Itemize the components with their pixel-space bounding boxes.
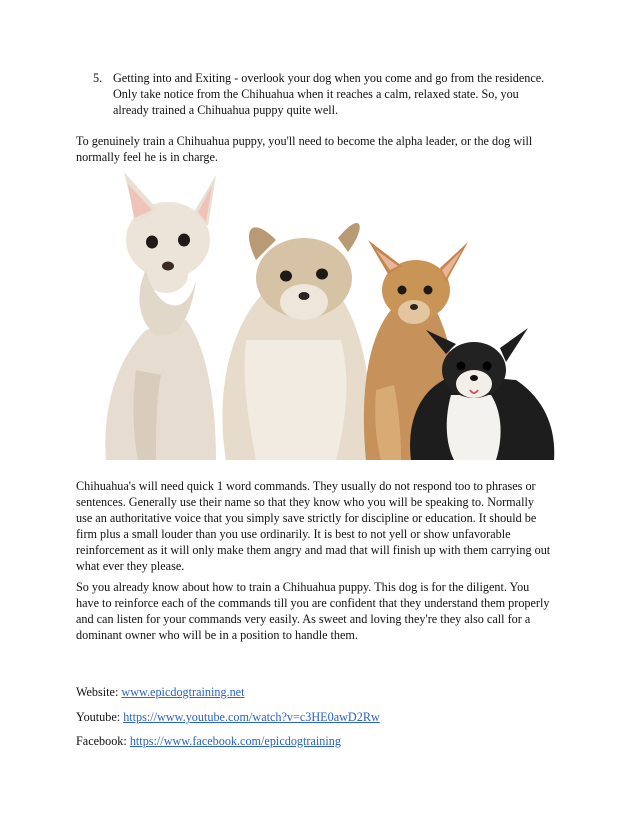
youtube-link[interactable]: https://www.youtube.com/watch?v=c3HE0awD2Rw	[123, 710, 380, 724]
website-label: Website:	[76, 685, 119, 699]
text-line: use an authoritative voice that you simply save strictly for discipline or education. It should be	[76, 511, 537, 525]
paragraph-conclusion	[76, 579, 566, 643]
text-line: sentences. Generally use their name so that they know who you will be speaking to. Normally	[76, 495, 534, 509]
facebook-link[interactable]: https://www.facebook.com/epicdogtraining	[129, 734, 341, 748]
text-line: Chihuahua's will need quick 1 word commands. They usually do not respond too to phrases or	[76, 479, 536, 493]
text-line: To genuinely train a Chihuahua puppy, you'll need to become the alpha leader, or the dog will	[76, 134, 533, 148]
website-link[interactable]: www.epicdogtraining.net	[121, 685, 245, 699]
youtube-label: Youtube:	[76, 710, 121, 724]
text-line: dominant owner who will be in a position to handle them.	[76, 628, 358, 642]
text-line: have to reinforce each of the commands till you are confident that they understand them properly	[76, 596, 550, 610]
text-line: reinforcement as it will only make them angry and mad that will finish up with them carrying out	[76, 543, 551, 557]
facebook-label: Facebook:	[76, 734, 127, 748]
paragraph-commands	[76, 478, 566, 574]
facebook-row	[76, 733, 341, 749]
text-line: and can listen for your commands very easily. As sweet and loving they're they also call for a	[76, 612, 531, 626]
text-line: what ever they please.	[76, 559, 185, 573]
list-number: 5.	[93, 71, 103, 85]
youtube-row	[76, 709, 380, 725]
text-line: firm plus a small louder than you use ordinarily. It is best to not yell or show unfavorable	[76, 527, 511, 541]
white-chihuahua	[105, 172, 216, 460]
text-line: normally feel he is in charge.	[76, 150, 218, 164]
text-line: So you already know about how to train a Chihuahua puppy. This dog is for the diligent. You	[76, 580, 530, 594]
website-row	[76, 684, 244, 700]
list-line: Getting into and Exiting - overlook your dog when you come and go from the residence.	[113, 71, 545, 85]
list-line: Only take notice from the Chihuahua when it reaches a calm, relaxed state. So, you	[113, 87, 519, 101]
paragraph-alpha-leader	[76, 133, 566, 165]
longhair-chihuahua	[222, 223, 369, 460]
chihuahuas-photo	[76, 170, 564, 462]
list-line: already trained a Chihuahua puppy quite well.	[113, 103, 339, 117]
list-item-text	[113, 70, 563, 118]
